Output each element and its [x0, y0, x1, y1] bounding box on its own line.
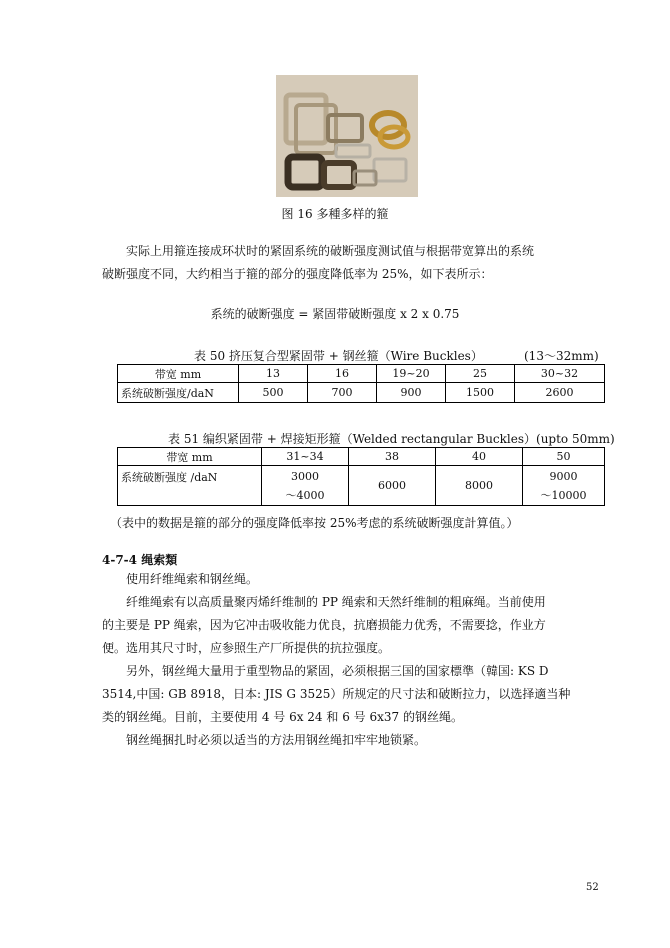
table50-range: (13～32mm) — [524, 349, 599, 363]
buckles-illustration — [276, 75, 418, 197]
table50-header-cell: 30~32 — [515, 365, 605, 383]
section-heading: 4-7-4 绳索類 — [102, 553, 178, 567]
table51-header-cell: 31~34 — [262, 448, 349, 466]
table50-header-row — [118, 365, 605, 383]
table50 — [117, 364, 605, 403]
section-p2-line1: 纤维绳索有以高质量聚丙烯纤维制的 PP 绳索和天然纤维制的粗麻绳。当前使用 — [126, 595, 546, 609]
page-number: 52 — [586, 882, 599, 893]
table51-data-row — [118, 466, 605, 506]
intro-line-2: 破断强度不同，大约相当于箍的部分的强度降低率为 25%，如下表所示： — [102, 267, 493, 281]
table51-cell-bottom: ～10000 — [540, 488, 587, 502]
table-note: （表中的数据是箍的部分的强度降低率按 25%考虑的系统破断强度計算值。） — [110, 516, 519, 530]
table51 — [117, 447, 605, 506]
table50-row-label: 系统破断强度/daN — [118, 383, 239, 403]
buckles-photo — [276, 75, 418, 197]
table51-header-cell: 50 — [523, 448, 605, 466]
formula: 系统的破断强度 = 紧固带破断强度 x 2 x 0.75 — [210, 307, 460, 321]
section-p3-line1: 另外，钢丝绳大量用于重型物品的紧固，必须根据三国的国家標準（韓国: KS D — [126, 664, 549, 678]
table51-cell-top: 3000 — [291, 469, 319, 483]
table51-row-label: 系统破断强度 /daN — [118, 466, 262, 506]
section-p2-line2: 的主要是 PP 绳索，因为它冲击吸收能力优良，抗磨损能力优秀，不需要捻，作业方 — [102, 618, 546, 632]
section-p2-line3: 便。选用其尺寸时，应参照生产厂所提供的抗拉强度。 — [102, 641, 391, 655]
table50-cell: 500 — [239, 383, 308, 403]
section-p1: 使用纤维绳索和钢丝绳。 — [126, 572, 259, 586]
table51-title: 表 51 编织紧固带 + 焊接矩形箍（Welded rectangular Buckles）(upto 50mm) — [168, 432, 615, 446]
table50-cell: 900 — [377, 383, 446, 403]
table50-header-cell: 19~20 — [377, 365, 446, 383]
table50-title: 表 50 挤压复合型紧固带 + 钢丝箍（Wire Buckles） — [194, 349, 483, 363]
table51-cell: 8000 — [436, 466, 523, 506]
table51-cell — [262, 466, 349, 506]
table51-cell-top: 9000 — [549, 469, 578, 483]
table50-cell: 700 — [308, 383, 377, 403]
table50-cell: 2600 — [515, 383, 605, 403]
table51-header-cell: 40 — [436, 448, 523, 466]
table50-header-cell: 带宽 mm — [118, 365, 239, 383]
table51-cell: 6000 — [349, 466, 436, 506]
intro-line-1: 实际上用箍连接成环状时的紧固系统的破断强度测试值与根据带宽算出的系统 — [126, 244, 535, 258]
table51-cell-bottom: ～4000 — [285, 488, 325, 502]
section-p3-line3: 类的钢丝绳。目前，主要使用 4 号 6x 24 和 6 号 6x37 的钢丝绳。 — [102, 710, 463, 724]
table50-header-cell: 25 — [446, 365, 515, 383]
table51-header-cell: 带宽 mm — [118, 448, 262, 466]
table51-header-row — [118, 448, 605, 466]
section-p3-line2: 3514,中国: GB 8918，日本: JIS G 3525）所规定的尺寸法和破断拉力，以选择適当种 — [102, 687, 571, 701]
table50-cell: 1500 — [446, 383, 515, 403]
table50-data-row — [118, 383, 605, 403]
table50-header-cell: 13 — [239, 365, 308, 383]
table50-header-cell: 16 — [308, 365, 377, 383]
table51-cell — [523, 466, 605, 506]
section-p4: 钢丝绳捆扎时必须以适当的方法用钢丝绳扣牢牢地锁紧。 — [126, 733, 427, 747]
figure-caption: 图 16 多種多样的箍 — [281, 207, 389, 221]
table51-header-cell: 38 — [349, 448, 436, 466]
